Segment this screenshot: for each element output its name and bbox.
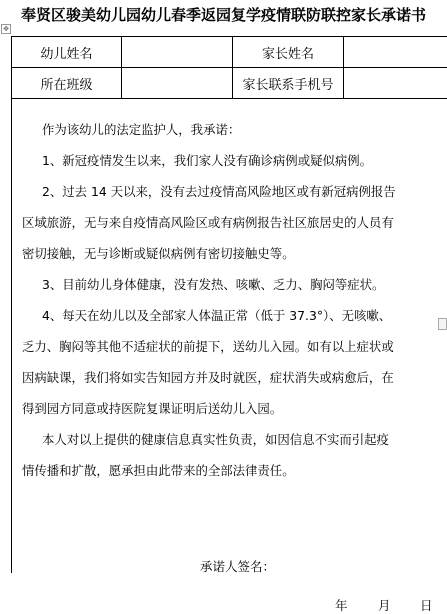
parent-name-field[interactable] xyxy=(344,37,447,67)
commitment-item-2-line-3: 密切接触，无与诊断或疑似病例有密切接触史等。 xyxy=(22,246,295,261)
commitment-body xyxy=(12,99,447,613)
class-label: 所在班级 xyxy=(12,68,122,98)
parent-name-label: 家长姓名 xyxy=(233,37,344,67)
commitment-closing-line-1: 本人对以上提供的健康信息真实性负责，如因信息不实而引起疫 xyxy=(42,432,389,447)
date-year-label: 年 xyxy=(335,598,348,613)
table-row xyxy=(12,37,447,68)
date-month-label: 月 xyxy=(378,598,391,613)
commitment-closing-line-2: 情传播和扩散，愿承担由此带来的全部法律责任。 xyxy=(22,463,295,478)
child-name-field[interactable] xyxy=(122,37,233,67)
date-day-label: 日 xyxy=(420,598,433,613)
commitment-item-3: 3、目前幼儿身体健康，没有发热、咳嗽、乏力、胸闷等症状。 xyxy=(42,277,385,292)
child-name-label: 幼儿姓名 xyxy=(12,37,122,67)
commitment-form-table xyxy=(11,36,447,613)
parent-phone-field[interactable] xyxy=(344,68,447,98)
commitment-item-2-line-1: 2、过去 14 天以来，没有去过疫情高风险地区或有新冠病例报告 xyxy=(42,184,396,199)
commitment-intro: 作为该幼儿的法定监护人，我承诺： xyxy=(42,122,241,137)
commitment-item-4-line-1: 4、每天在幼儿以及全部家人体温正常（低于 37.3°）、无咳嗽、 xyxy=(42,308,392,323)
commitment-item-4-line-2: 乏力、胸闷等其他不适症状的前提下，送幼儿入园。如有以上症状或 xyxy=(22,339,394,354)
signature-label: 承诺人签名： xyxy=(200,559,276,574)
commitment-item-4-line-4: 得到园方同意或持医院复课证明后送幼儿入园。 xyxy=(22,401,283,416)
commitment-item-2-line-2: 区域旅游，无与来自疫情高风险区或有病例报告社区旅居史的人员有 xyxy=(22,215,394,230)
parent-phone-label: 家长联系手机号 xyxy=(233,68,344,98)
table-move-handle-icon[interactable]: ✥ xyxy=(1,24,11,34)
table-resize-handle-icon[interactable] xyxy=(438,318,447,330)
commitment-item-1: 1、新冠疫情发生以来，我们家人没有确诊病例或疑似病例。 xyxy=(42,153,373,168)
commitment-item-4-line-3: 因病缺课，我们将如实告知园方并及时就医，症状消失或病愈后，在 xyxy=(22,370,394,385)
document-title: 奉贤区骏美幼儿园幼儿春季返园复学疫情联防联控家长承诺书 xyxy=(20,6,426,24)
class-field[interactable] xyxy=(122,68,233,98)
table-row xyxy=(12,68,447,99)
